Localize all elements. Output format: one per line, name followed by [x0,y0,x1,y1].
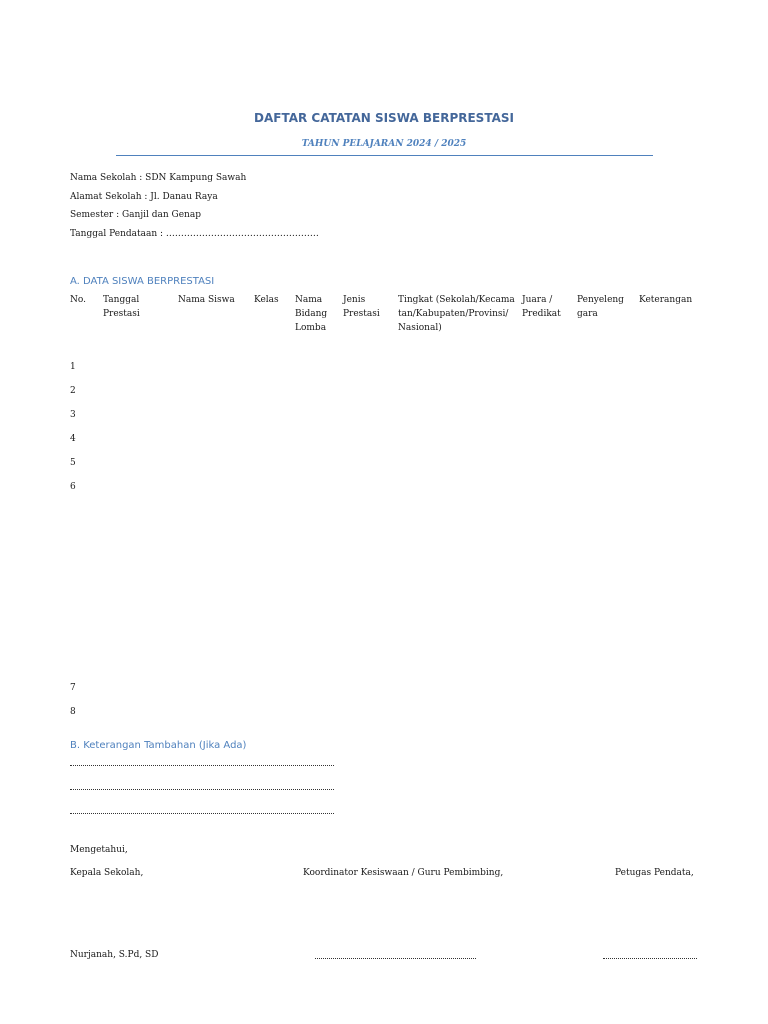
column-header-nama-siswa: Nama Siswa [178,295,235,305]
table-row-number: 5 [70,458,76,468]
table-row-number: 2 [70,386,76,396]
semester: Semester : Ganjil dan Genap [70,210,201,220]
table-row-number: 7 [70,683,76,693]
notes-line [70,765,334,766]
table-row-number: 4 [70,434,76,444]
school-address: Alamat Sekolah : Jl. Danau Raya [70,192,218,202]
officer-title: Petugas Pendata, [615,868,694,878]
notes-line [70,789,334,790]
column-header-nama-bidang-lomba: Nama Bidang Lomba [295,295,328,333]
notes-line [70,813,334,814]
column-header-tanggal-prestasi: Tanggal Prestasi [103,295,140,319]
table-row-number: 8 [70,707,76,717]
section-a-heading: A. DATA SISWA BERPRESTASI [70,276,215,287]
column-header-kelas: Kelas [254,295,279,305]
column-header-keterangan: Keterangan [639,295,693,305]
column-header-juara-predikat: Juara / Predikat [522,295,561,319]
coordinator-signature-line [315,958,476,959]
data-collection-date: Tanggal Pendataan : …………………………………………… [70,229,319,239]
title-divider [116,155,653,156]
column-header-tingkat: Tingkat (Sekolah/Kecamatan/Kabupaten/Provinsi/Nasional) [398,295,515,333]
acknowledged-label: Mengetahui, [70,845,128,855]
table-row-number: 1 [70,362,76,372]
column-header-penyelenggara: Penyelenggara [577,295,624,319]
table-row-number: 3 [70,410,76,420]
table-row-number: 6 [70,482,76,492]
school-name: Nama Sekolah : SDN Kampung Sawah [70,173,247,183]
document-title: DAFTAR CATATAN SISWA BERPRESTASI [254,111,514,125]
column-header-no: No. [70,295,86,305]
principal-name: Nurjanah, S.Pd, SD [70,950,159,960]
officer-signature-line [603,958,697,959]
coordinator-title: Koordinator Kesiswaan / Guru Pembimbing, [303,868,504,878]
column-header-jenis-prestasi: Jenis Prestasi [343,295,380,319]
document-subtitle: TAHUN PELAJARAN 2024 / 2025 [301,139,467,149]
section-b-heading: B. Keterangan Tambahan (Jika Ada) [70,740,247,751]
principal-title: Kepala Sekolah, [70,868,144,878]
